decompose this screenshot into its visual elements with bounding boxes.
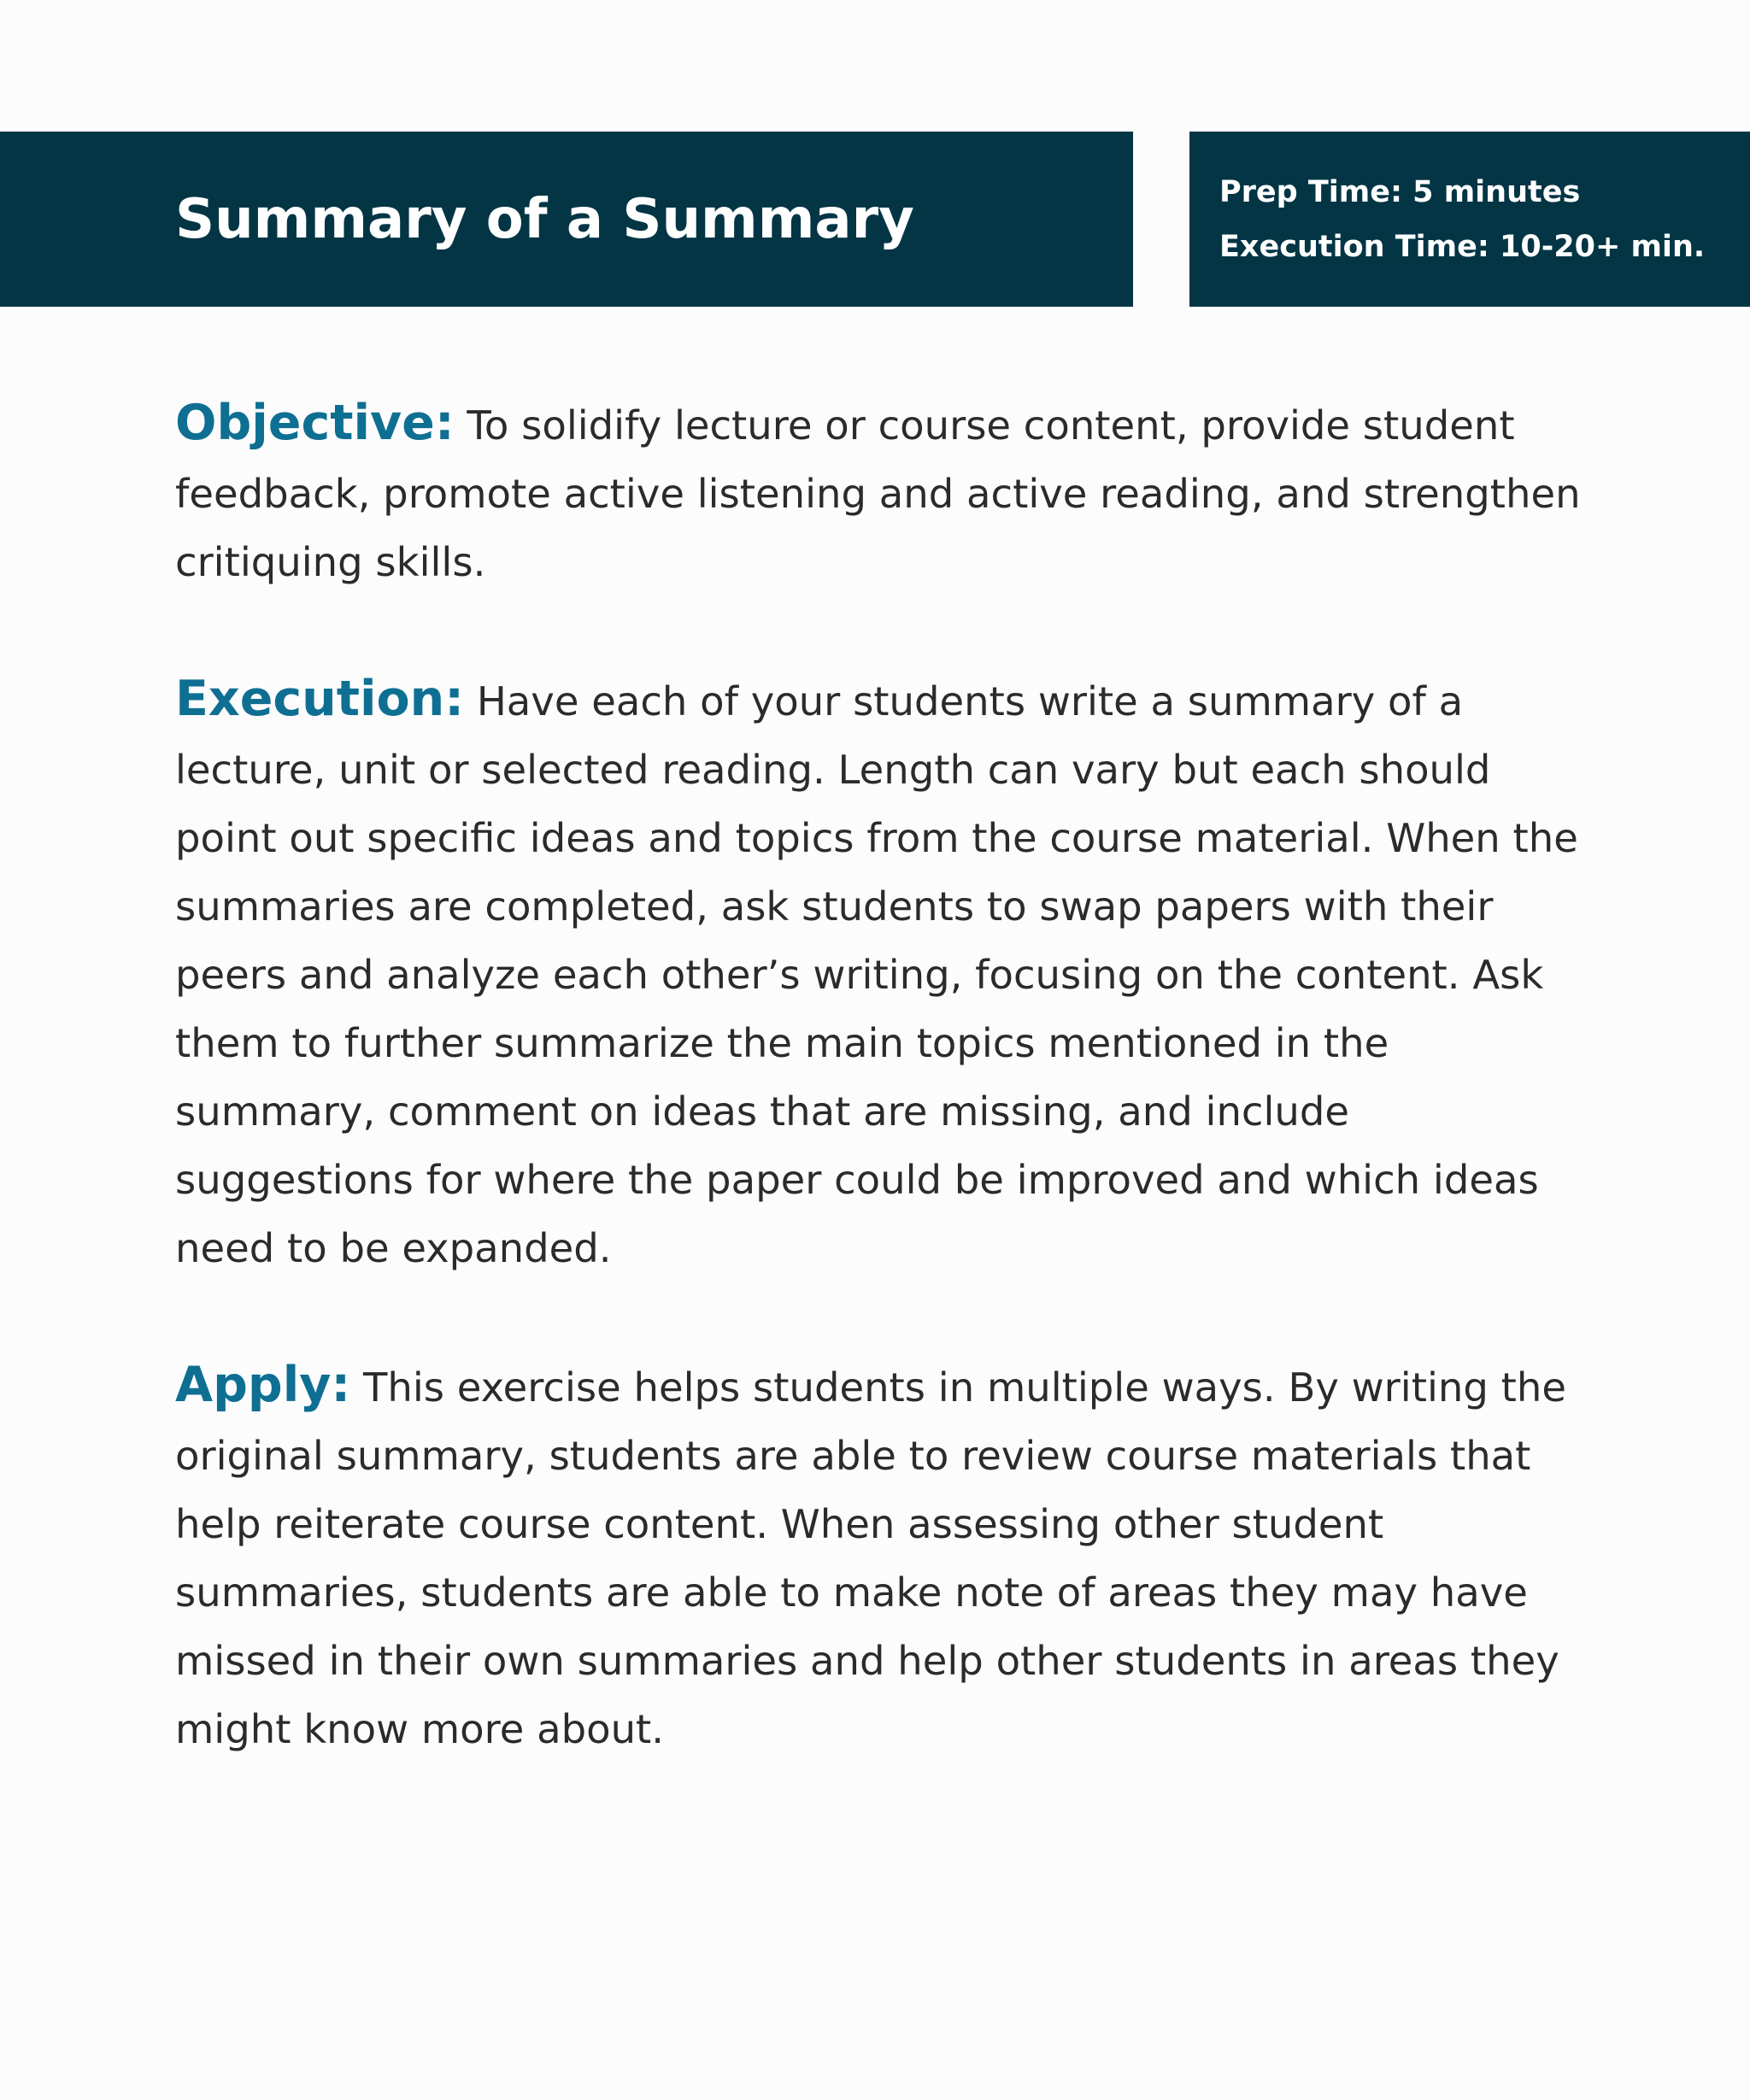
apply-label: Apply: — [175, 1357, 351, 1413]
title-banner — [0, 132, 1133, 307]
objective-section — [175, 389, 1585, 596]
objective-text: To solidify lecture or course content, provide student feedback, promote active listening and active reading, and strengthen critiquing skills. — [175, 402, 1581, 585]
execution-time: Execution Time: 10-20+ min. — [1219, 229, 1706, 264]
execution-section — [175, 665, 1585, 1282]
apply-text: This exercise helps students in multiple ways. By writing the original summary, students are able to review course materials that help reiterate course content. When assessing other student summaries, students are able to make note of areas they may have missed in their own summaries and help other students in areas they might know more about. — [175, 1364, 1566, 1752]
execution-text: Have each of your students write a summary of a lecture, unit or selected reading. Length can vary but each should point out specific ideas and topics from the course material. When the summaries are completed, ask students to swap papers with their peers and analyze each other’s writing, focusing on the content. Ask them to further summarize the main topics mentioned in the summary, comment on ideas that are missing, and include suggestions for where the paper could be improved and which ideas need to be expanded. — [175, 678, 1578, 1271]
page-title: Summary of a Summary — [175, 187, 914, 251]
prep-time: Prep Time: 5 minutes — [1219, 174, 1581, 209]
time-info-box — [1189, 132, 1750, 307]
document-body — [175, 389, 1585, 1763]
objective-label: Objective: — [175, 395, 455, 451]
execution-label: Execution: — [175, 671, 465, 727]
apply-section — [175, 1351, 1585, 1763]
